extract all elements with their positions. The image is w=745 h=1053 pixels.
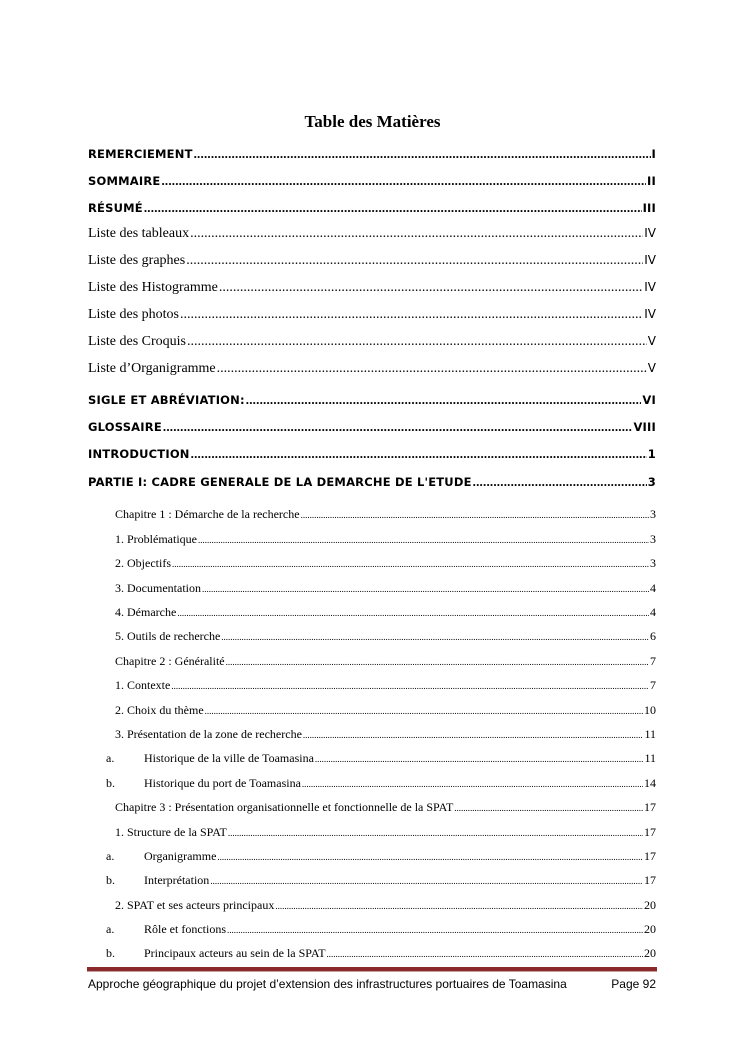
- footer-rule: [87, 967, 657, 972]
- toc-entry-page: 4: [650, 581, 656, 595]
- toc-entry-label: Chapitre 3 : Présentation organisationnelle et fonctionnelle de la SPAT: [115, 800, 454, 814]
- toc-entry-marker: a.: [106, 849, 115, 863]
- toc-entry-spat-acteurs[interactable]: [115, 898, 656, 913]
- toc-entry-marker: 5.: [115, 629, 124, 643]
- toc-entry-page: II: [647, 174, 656, 188]
- toc-entry-label: GLOSSAIRE: [88, 420, 162, 434]
- toc-entry-page: 4: [650, 605, 656, 619]
- toc-entry-label: [115, 532, 197, 547]
- toc-entry-page: IV: [644, 307, 656, 321]
- toc-entry-resume[interactable]: [88, 200, 656, 216]
- toc-entry-marker: b.: [106, 873, 115, 887]
- toc-entry-sommaire[interactable]: [88, 173, 656, 189]
- toc-entry-label: [106, 849, 216, 864]
- toc-entry-page: V: [647, 361, 656, 375]
- dot-leader: [190, 226, 643, 242]
- toc-entry-page: VIII: [633, 420, 656, 434]
- toc-entry-label: Liste des tableaux: [88, 226, 190, 241]
- page-footer: [88, 977, 656, 991]
- dot-leader: [454, 803, 643, 813]
- toc-entry-marker: 3.: [115, 727, 124, 741]
- toc-entry-text: Objectifs: [127, 556, 171, 570]
- dot-leader: [205, 706, 643, 716]
- dot-leader: [302, 779, 643, 789]
- toc-entry-text: Problématique: [127, 532, 197, 546]
- toc-entry-page: 20: [644, 946, 656, 960]
- toc-entry-text: Historique de la ville de Toamasina: [144, 751, 314, 765]
- footer-document-title: Approche géographique du projet d’extension des infrastructures portuaires de Toamasina: [88, 977, 567, 991]
- toc-entry-label: Chapitre 1 : Démarche de la recherche: [115, 507, 300, 521]
- toc-entry-label: [106, 946, 326, 961]
- dot-leader: [315, 754, 644, 764]
- toc-entry-label: [115, 825, 227, 840]
- toc-entry-marker: 4.: [115, 605, 124, 619]
- dot-leader: [186, 253, 643, 269]
- toc-entry-label: Liste des graphes: [88, 253, 186, 268]
- toc-entry-role-fonctions[interactable]: [106, 922, 656, 937]
- toc-entry-page: 7: [650, 678, 656, 692]
- toc-entry-label: Liste des photos: [88, 307, 179, 322]
- dot-leader: [226, 657, 649, 667]
- toc-entry-page: 14: [644, 776, 656, 790]
- toc-entry-label: [115, 727, 302, 742]
- toc-entry-text: Organigramme: [144, 849, 217, 863]
- toc-entry-marker: a.: [106, 922, 115, 936]
- dot-leader: [161, 173, 646, 189]
- toc-entry-page: 20: [644, 898, 656, 912]
- toc-entry-outils[interactable]: [115, 629, 656, 644]
- toc-entry-text: Historique du port de Toamasina: [144, 776, 301, 790]
- toc-entry-liste-photos[interactable]: [88, 307, 656, 323]
- toc-entry-page: 17: [644, 873, 656, 887]
- toc-entry-page: 1: [647, 447, 656, 461]
- toc-entry-choix-theme[interactable]: [115, 703, 656, 718]
- toc-entry-label: PARTIE I: CADRE GENERALE DE LA DEMARCHE DE L'ETUDE: [88, 475, 472, 489]
- toc-entry-documentation[interactable]: [115, 581, 656, 596]
- toc-entry-organigramme[interactable]: [106, 849, 656, 864]
- toc-entry-text: Présentation de la zone de recherche: [127, 727, 302, 741]
- dot-leader: [198, 535, 649, 545]
- toc-entry-sigle[interactable]: [88, 392, 656, 408]
- toc-entry-marker: b.: [106, 946, 115, 960]
- dot-leader: [221, 632, 649, 642]
- toc-entry-page: IV: [644, 253, 656, 267]
- dot-leader: [473, 474, 647, 490]
- toc-entry-problematique[interactable]: [115, 532, 656, 547]
- toc-entry-liste-organigramme[interactable]: [88, 361, 656, 377]
- toc-entry-page: 3: [647, 475, 656, 489]
- toc-entry-label: [115, 629, 220, 644]
- toc-entry-page: 20: [644, 922, 656, 936]
- dot-leader: [246, 392, 642, 408]
- toc-entry-chapitre-1[interactable]: [115, 507, 656, 522]
- toc-entry-page: 6: [650, 629, 656, 643]
- toc-entry-liste-graphes[interactable]: [88, 253, 656, 269]
- dot-leader: [171, 681, 649, 691]
- dot-leader: [202, 584, 649, 594]
- toc-entry-page: 3: [650, 532, 656, 546]
- toc-entry-label: [106, 922, 226, 937]
- toc-entry-label: [115, 703, 204, 718]
- toc-entry-liste-histogramme[interactable]: [88, 280, 656, 296]
- dot-leader: [144, 200, 642, 216]
- toc-entry-page: V: [647, 334, 656, 348]
- dot-leader: [172, 559, 649, 569]
- dot-leader: [163, 419, 633, 435]
- toc-entry-label: Chapitre 2 : Généralité: [115, 654, 225, 668]
- toc-entry-text: SPAT et ses acteurs principaux: [127, 898, 275, 912]
- dot-leader: [301, 510, 649, 520]
- toc-entry-partie-1[interactable]: [88, 474, 656, 490]
- toc-entry-label: [115, 581, 201, 596]
- toc-entry-chapitre-2[interactable]: [115, 654, 656, 669]
- toc-entry-page: III: [642, 201, 656, 215]
- dot-leader: [191, 446, 647, 462]
- toc-entry-demarche[interactable]: [115, 605, 656, 620]
- toc-entry-page: IV: [644, 226, 656, 240]
- toc-entry-text: Interprétation: [144, 873, 210, 887]
- toc-entry-structure-spat[interactable]: [115, 825, 656, 840]
- toc-entry-historique-ville[interactable]: [106, 751, 656, 766]
- dot-leader: [227, 925, 643, 935]
- toc-entry-page: 10: [644, 703, 656, 717]
- toc-entry-text: Choix du thème: [127, 703, 204, 717]
- toc-entry-page: 3: [650, 507, 656, 521]
- toc-entry-text: Documentation: [127, 581, 201, 595]
- dot-leader: [275, 901, 643, 911]
- toc-entry-text: Structure de la SPAT: [127, 825, 227, 839]
- toc-entry-label: Liste des Histogramme: [88, 280, 218, 295]
- dot-leader: [194, 146, 651, 162]
- toc-entry-label: SOMMAIRE: [88, 174, 161, 188]
- toc-entry-label: [115, 678, 170, 693]
- toc-entry-objectifs[interactable]: [115, 556, 656, 571]
- toc-entry-label: [106, 776, 301, 791]
- toc-entry-label: INTRODUCTION: [88, 447, 190, 461]
- toc-entry-page: 7: [650, 654, 656, 668]
- toc-entry-label: Liste d’Organigramme: [88, 361, 216, 376]
- toc-entry-marker: 1.: [115, 678, 124, 692]
- toc-entry-page: 17: [644, 825, 656, 839]
- toc-entry-zone-recherche[interactable]: [115, 727, 656, 742]
- toc-entry-marker: 2.: [115, 703, 124, 717]
- page-title: Table des Matières: [304, 112, 441, 131]
- toc-entry-page: 3: [650, 556, 656, 570]
- toc-entry-marker: b.: [106, 776, 115, 790]
- toc-entry-liste-croquis[interactable]: [88, 334, 656, 350]
- toc-entry-label: RÉSUMÉ: [88, 201, 143, 215]
- dot-leader: [303, 730, 644, 740]
- toc-entry-remerciement[interactable]: [88, 146, 656, 162]
- dot-leader: [219, 280, 643, 296]
- toc-entry-historique-port[interactable]: [106, 776, 656, 791]
- toc-entry-label: [115, 898, 274, 913]
- toc-entry-text: Contexte: [127, 678, 171, 692]
- toc-entry-principaux-acteurs[interactable]: [106, 946, 656, 961]
- dot-leader: [327, 949, 643, 959]
- toc-entry-label: [115, 605, 176, 620]
- toc-entry-marker: 1.: [115, 825, 124, 839]
- toc-entry-text: Rôle et fonctions: [144, 922, 226, 936]
- toc-entry-glossaire[interactable]: [88, 419, 656, 435]
- dot-leader: [217, 361, 647, 377]
- toc-entry-label: SIGLE ET ABRÉVIATION:: [88, 393, 245, 407]
- toc-entry-introduction[interactable]: [88, 446, 656, 462]
- toc-entry-page: VI: [642, 393, 656, 407]
- toc-entry-liste-tableaux[interactable]: [88, 226, 656, 242]
- toc-entry-chapitre-3[interactable]: [115, 800, 656, 815]
- footer-page-number: Page 92: [611, 977, 656, 991]
- toc-entry-label: [106, 873, 209, 888]
- toc-entry-label: [115, 556, 171, 571]
- toc-entry-marker: 2.: [115, 898, 124, 912]
- toc-entry-text: Démarche: [127, 605, 177, 619]
- toc-entry-page: 17: [644, 800, 656, 814]
- toc-entry-label: Liste des Croquis: [88, 334, 186, 349]
- toc-entry-marker: 1.: [115, 532, 124, 546]
- toc-entry-marker: 3.: [115, 581, 124, 595]
- dot-leader: [217, 852, 643, 862]
- toc-entry-label: [106, 751, 314, 766]
- dot-leader: [180, 307, 643, 323]
- dot-leader: [210, 876, 643, 886]
- toc-entry-contexte[interactable]: [115, 678, 656, 693]
- toc-entry-interpretation[interactable]: [106, 873, 656, 888]
- toc-entry-page: 17: [644, 849, 656, 863]
- dot-leader: [177, 608, 649, 618]
- toc-entry-page: I: [651, 147, 656, 161]
- toc-entry-label: REMERCIEMENT: [88, 147, 193, 161]
- toc-entry-page: 11: [644, 751, 656, 765]
- toc-entry-page: IV: [644, 280, 656, 294]
- dot-leader: [187, 334, 647, 350]
- dot-leader: [228, 828, 643, 838]
- toc-entry-marker: a.: [106, 751, 115, 765]
- toc-entry-text: Principaux acteurs au sein de la SPAT: [144, 946, 326, 960]
- toc-entry-marker: 2.: [115, 556, 124, 570]
- toc-entry-text: Outils de recherche: [127, 629, 221, 643]
- toc-entry-page: 11: [644, 727, 656, 741]
